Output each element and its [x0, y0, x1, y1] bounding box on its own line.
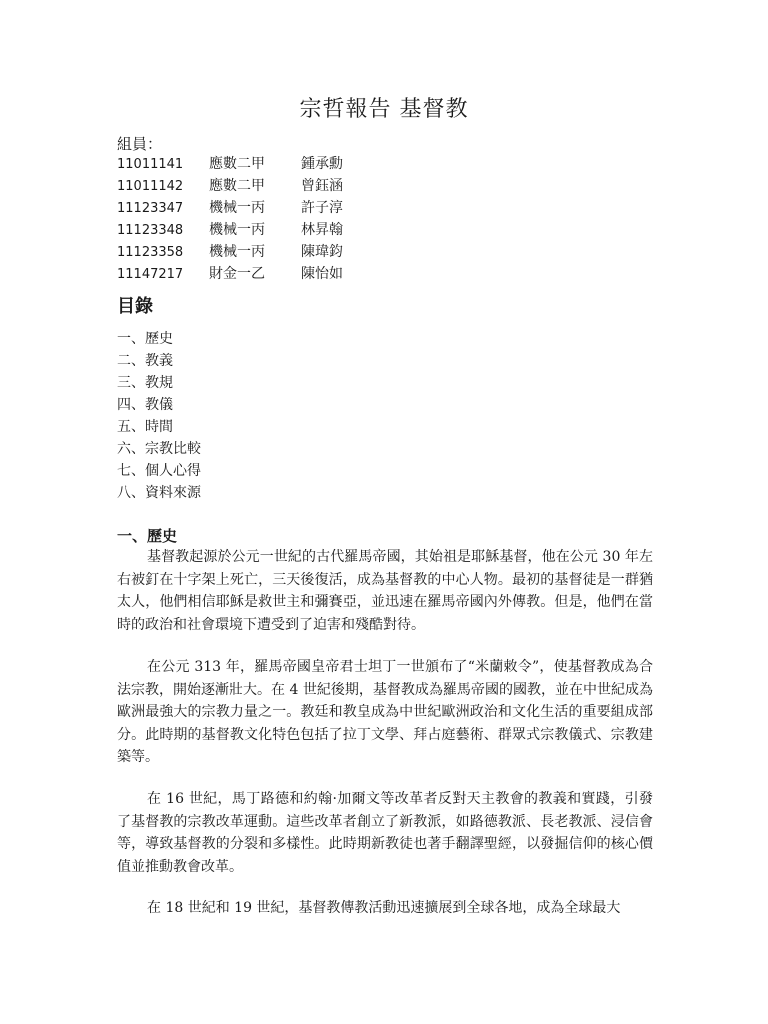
- member-row: [117, 263, 343, 285]
- toc-item: 二、教義: [117, 353, 173, 369]
- toc-heading: 目錄: [117, 296, 153, 317]
- toc-item: 三、教規: [117, 375, 173, 391]
- member-id: 11123348: [117, 223, 184, 238]
- member-name: 曾鈺涵: [301, 178, 343, 194]
- toc-item: 一、歷史: [117, 331, 173, 347]
- member-id: 11147217: [117, 267, 184, 282]
- member-name: 陳瑋鈞: [301, 244, 343, 260]
- member-row: [117, 241, 343, 263]
- member-id: 11011141: [117, 157, 184, 172]
- member-dept: 機械一丙: [209, 200, 265, 216]
- member-list: [117, 153, 343, 285]
- member-name: 許子淳: [301, 200, 343, 216]
- toc-item: 五、時間: [117, 419, 173, 435]
- body-paragraph: 基督教起源於公元一世紀的古代羅馬帝國，其始祖是耶穌基督，他在公元 30 年左右被釘在十字架上死亡，三天後復活，成為基督教的中心人物。最初的基督徒是一群猶太人，他們相信耶穌是救世主和彌賽亞，並迅速在羅馬帝國內外傳教。但是，他們在當時的政治和社會環境下遭受到了迫害和殘酷對待。: [117, 549, 653, 633]
- toc-item: 八、資料來源: [117, 485, 201, 501]
- body-paragraph: 在 16 世紀，馬丁路德和約翰·加爾文等改革者反對天主教會的教義和實踐，引發了基督教的宗教改革運動。這些改革者創立了新教派，如路德教派、長老教派、浸信會等，導致基督教的分裂和多樣性。此時期新教徒也著手翻譯聖經，以發掘信仰的核心價值並推動教會改革。: [117, 791, 653, 875]
- member-name: 鍾承勳: [301, 156, 343, 172]
- member-dept: 財金一乙: [209, 266, 265, 282]
- member-id: 11123358: [117, 245, 184, 260]
- member-id: 11011142: [117, 179, 184, 194]
- member-id: 11123347: [117, 201, 184, 216]
- body-paragraph: 在公元 313 年，羅馬帝國皇帝君士坦丁一世頒布了“米蘭敕令”，使基督教成為合法宗教，開始逐漸壯大。在 4 世紀後期，基督教成為羅馬帝國的國教，並在中世紀成為歐洲最強大的宗教力量之一。教廷和教皇成為中世紀歐洲政治和文化生活的重要組成部分。此時期的基督教文化特色包括了拉丁文學、拜占庭藝術、群眾式宗教儀式、宗教建築等。: [117, 659, 653, 765]
- member-row: [117, 197, 343, 219]
- member-row: [117, 175, 343, 197]
- members-label: 組員：: [117, 135, 163, 153]
- member-row: [117, 219, 343, 241]
- document-title: 宗哲報告 基督教: [299, 97, 469, 122]
- toc-item: 六、宗教比較: [117, 441, 201, 457]
- member-dept: 機械一丙: [209, 222, 265, 238]
- member-dept: 應數二甲: [209, 156, 265, 172]
- section-heading-history: 一、歷史: [117, 527, 178, 545]
- table-of-contents: [117, 328, 201, 504]
- member-dept: 應數二甲: [209, 178, 265, 194]
- member-row: [117, 153, 343, 175]
- member-dept: 機械一丙: [209, 244, 265, 260]
- member-name: 林昇翰: [301, 222, 343, 238]
- toc-item: 七、個人心得: [117, 463, 201, 479]
- body-paragraph: 在 18 世紀和 19 世紀，基督教傳教活動迅速擴展到全球各地，成為全球最大: [147, 900, 621, 916]
- toc-item: 四、教儀: [117, 397, 173, 413]
- member-name: 陳怡如: [301, 266, 343, 282]
